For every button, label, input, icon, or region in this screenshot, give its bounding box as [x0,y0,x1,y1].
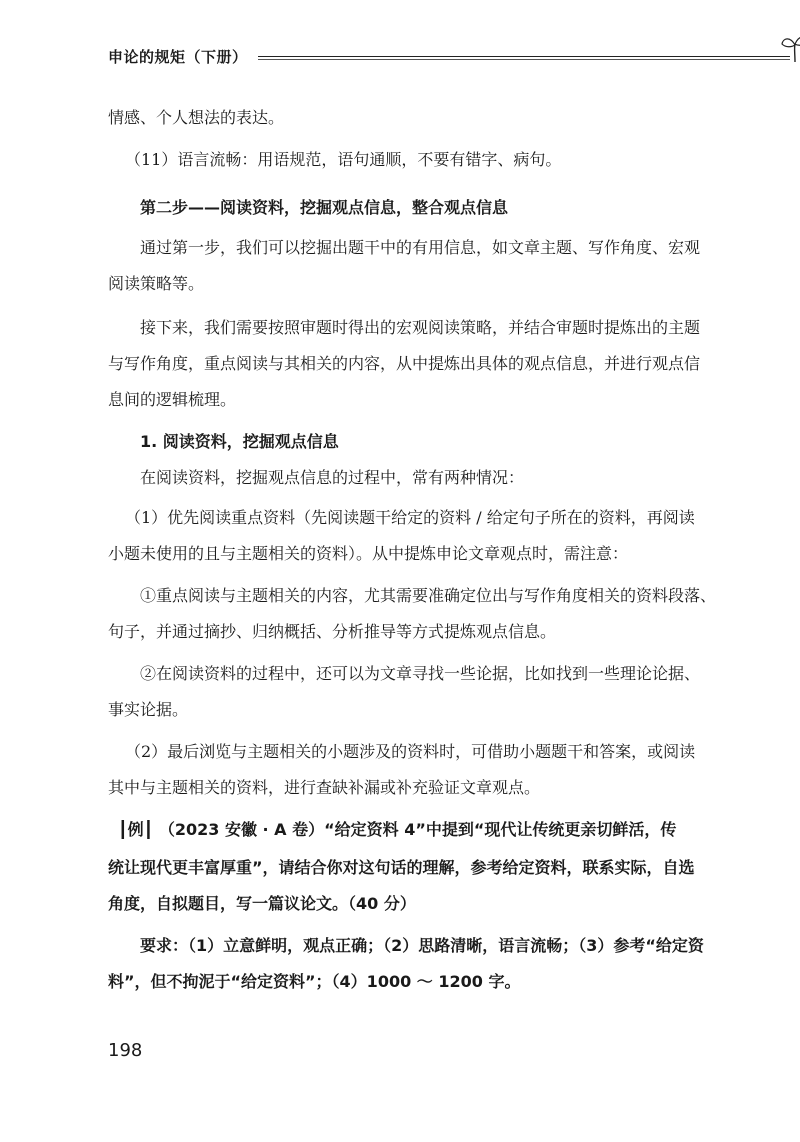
paragraph-9-line2: 其中与主题相关的资料，进行查缺补漏或补充验证文章观点。 [108,778,541,797]
requirements-line2: 料”，但不拘泥于“给定资料”；（4）1000 ～ 1200 字。 [108,972,521,991]
header-title: 申论的规矩（下册） [108,48,248,66]
sprout-icon [780,32,800,64]
example-mark: ┃例┃ [118,820,154,839]
paragraph-8-line1: ②在阅读资料的过程中，还可以为文章寻找一些论据，比如找到一些理论论据、 [140,664,701,683]
example-line3: 角度，自拟题目，写一篇议论文。（40 分） [108,894,416,913]
paragraph-7-line2: 句子，并通过摘抄、归纳概括、分析推导等方式提炼观点信息。 [108,622,557,641]
header-rule-thin [258,59,790,60]
paragraph-3-line2: 阅读策略等。 [108,274,205,293]
example-line2: 统让现代更丰富厚重”，请结合你对这句话的理解，参考给定资料，联系实际，自选 [108,858,695,877]
requirements-line1: 要求：（1）立意鲜明，观点正确；（2）思路清晰，语言流畅；（3）参考“给定资 [140,936,704,955]
running-header [108,40,708,70]
paragraph-9-line1: （2）最后浏览与主题相关的小题涉及的资料时，可借助小题题干和答案，或阅读 [125,742,696,761]
paragraph-4-line3: 息间的逻辑梳理。 [108,390,237,409]
subsection-1-heading: 1. 阅读资料，挖掘观点信息 [140,432,339,451]
paragraph-3-line1: 通过第一步，我们可以挖掘出题干中的有用信息，如文章主题、写作角度、宏观 [140,238,701,257]
step2-heading: 第二步——阅读资料，挖掘观点信息，整合观点信息 [140,198,509,217]
paragraph-5: 在阅读资料，挖掘观点信息的过程中，常有两种情况： [140,468,525,487]
paragraph-7-line1: ①重点阅读与主题相关的内容，尤其需要准确定位出与写作角度相关的资料段落、 [140,586,717,605]
example-line1 [118,812,718,848]
paragraph-4-line2: 与写作角度，重点阅读与其相关的内容，从中提炼出具体的观点信息，并进行观点信 [108,354,701,373]
paragraph-6-line2: 小题未使用的且与主题相关的资料）。从中提炼申论文章观点时，需注意： [108,544,629,563]
paragraph-4-line1: 接下来，我们需要按照审题时得出的宏观阅读策略，并结合审题时提炼出的主题 [140,318,701,337]
example-line1-text: （2023 安徽 · A 卷）“给定资料 4”中提到“现代让传统更亲切鲜活，传 [158,820,677,839]
paragraph-6-line1: （1）优先阅读重点资料（先阅读题干给定的资料 / 给定句子所在的资料，再阅读 [125,508,695,527]
page-number: 198 [108,1040,143,1061]
paragraph-2: （11）语言流畅：用语规范，语句通顺，不要有错字、病句。 [125,150,562,169]
paragraph-1: 情感、个人想法的表达。 [108,108,285,127]
header-rule [258,56,790,57]
paragraph-8-line2: 事实论据。 [108,700,189,719]
